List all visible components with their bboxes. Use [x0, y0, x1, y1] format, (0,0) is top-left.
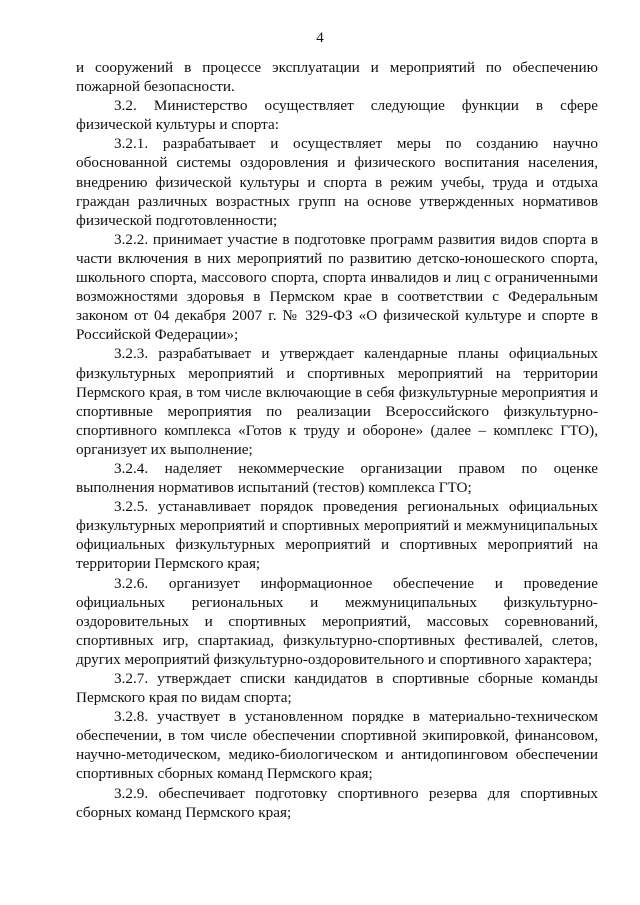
- paragraph-continuation: и сооружений в процессе эксплуатации и мероприятий по обеспечению пожарной безопасности.: [76, 59, 598, 96]
- paragraph-3-2-1: 3.2.1. разрабатывает и осуществляет меры по созданию научно обоснованной системы оздоровления и физического воспитания населения, внедрению физической культуры и спорта в режим учебы, труда и отдыха граждан различных возрастных групп на основе утвержденных нормативов физической подготовленности;: [76, 135, 598, 229]
- paragraph-3-2-2: 3.2.2. принимает участие в подготовке программ развития видов спорта в части включения в них мероприятий по развитию детско-юношеского спорта, школьного спорта, массового спорта, спорта инвалидов и лиц с ограниченными возможностями здоровья в Пермском крае в соответствии с Федеральным законом от 04 декабря 2007 г. № 329-ФЗ «О физической культуре и спорте в Российской Федерации»;: [76, 230, 598, 344]
- paragraph-3-2-5: 3.2.5. устанавливает порядок проведения региональных официальных физкультурных мероприятий и спортивных мероприятий и межмуниципальных официальных физкультурных мероприятий и спортивных мероприятий на территории Пермского края;: [76, 498, 598, 573]
- paragraph-3-2-3: 3.2.3. разрабатывает и утверждает календарные планы официальных физкультурных мероприятий и спортивных мероприятий на территории Пермского края, в том числе включающие в себя физкультурные мероприятия и спортивные мероприятия по реализации Всероссийского физкультурно-спортивного комплекса «Готов к труду и обороне» (далее – комплекс ГТО), организует их выполнение;: [76, 345, 598, 458]
- paragraph-3-2-6: 3.2.6. организует информационное обеспечение и проведение официальных региональных и межмуниципальных физкультурно-оздоровительных и спортивных мероприятий, массовых соревнований, спортивных игр, спартакиад, физкультурно-спортивных фестивалей, слетов, других мероприятий физкультурно-оздоровительного и спортивного характера;: [76, 574, 598, 668]
- document-body: [76, 58, 598, 822]
- paragraph-3-2-9: 3.2.9. обеспечивает подготовку спортивного резерва для спортивных сборных команд Пермского края;: [76, 784, 598, 821]
- paragraph-3-2-4: 3.2.4. наделяет некоммерческие организации правом по оценке выполнения нормативов испытаний (тестов) комплекса ГТО;: [76, 459, 598, 497]
- paragraph-3-2: 3.2. Министерство осуществляет следующие функции в сфере физической культуры и спорта:: [76, 97, 598, 134]
- paragraph-3-2-8: 3.2.8. участвует в установленном порядке в материально-техническом обеспечении, в том числе обеспечении спортивной экипировкой, финансовом, научно-методическом, медико-биологическом и антидопинговом обеспечении спортивных сборных команд Пермского края;: [76, 708, 598, 783]
- paragraph-3-2-7: 3.2.7. утверждает списки кандидатов в спортивные сборные команды Пермского края по видам спорта;: [76, 670, 598, 707]
- page-number: 4: [316, 30, 324, 46]
